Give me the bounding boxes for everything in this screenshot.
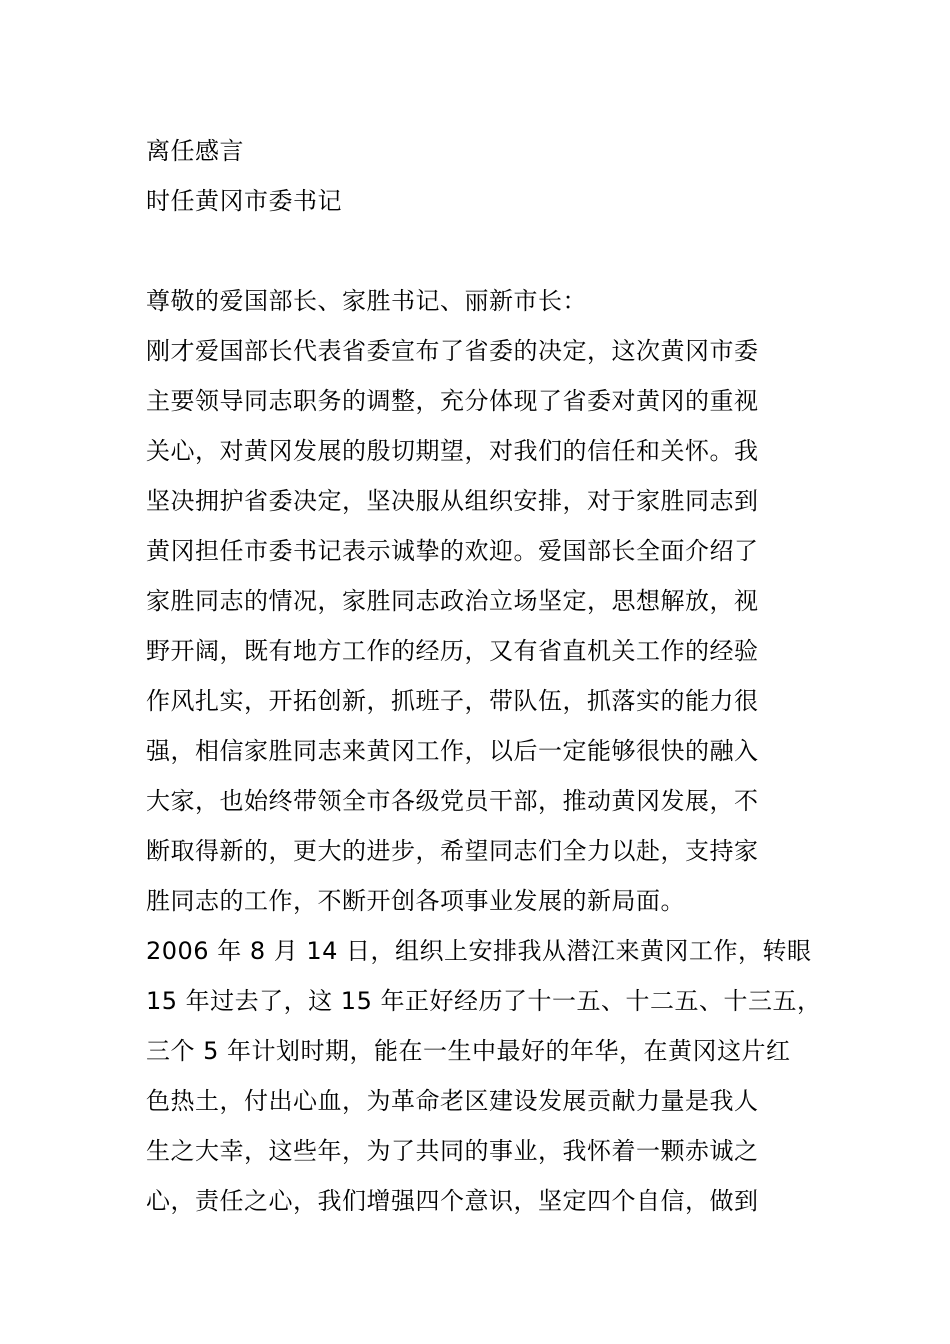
body-line: 主要领导同志职务的调整，充分体现了省委对黄冈的重视 [146,387,759,415]
body-line: 强，相信家胜同志来黄冈工作，以后一定能够很快的融入 [146,737,759,765]
author-position: 时任黄冈市委书记 [146,187,342,215]
body-line: 家胜同志的情况，家胜同志政治立场坚定，思想解放，视 [146,587,759,615]
body-line: 心，责任之心，我们增强四个意识，坚定四个自信，做到 [146,1187,759,1215]
body-line: 作风扎实，开拓创新，抓班子，带队伍，抓落实的能力很 [146,687,759,715]
document-body [146,276,826,1226]
body-line: 刚才爱国部长代表省委宣布了省委的决定，这次黄冈市委 [146,337,759,365]
document-title: 离任感言 [146,137,244,165]
body-line: 15 年过去了，这 15 年正好经历了十一五、十二五、十三五， [146,987,822,1015]
document-heading [146,126,826,226]
body-line: 关心，对黄冈发展的殷切期望，对我们的信任和关怀。我 [146,437,759,465]
body-line: 三个 5 年计划时期，能在一生中最好的年华，在黄冈这片红 [146,1037,791,1065]
salutation: 尊敬的爱国部长、家胜书记、丽新市长： [146,287,587,315]
body-line: 坚决拥护省委决定，坚决服从组织安排，对于家胜同志到 [146,487,759,515]
body-line: 黄冈担任市委书记表示诚挚的欢迎。爱国部长全面介绍了 [146,537,759,565]
body-line: 大家，也始终带领全市各级党员干部，推动黄冈发展，不 [146,787,759,815]
body-line: 胜同志的工作，不断开创各项事业发展的新局面。 [146,887,685,915]
body-line: 色热土，付出心血，为革命老区建设发展贡献力量是我人 [146,1087,759,1115]
body-line: 2006 年 8 月 14 日，组织上安排我从潜江来黄冈工作，转眼 [146,937,812,965]
body-line: 生之大幸，这些年，为了共同的事业，我怀着一颗赤诚之 [146,1137,759,1165]
body-line: 野开阔，既有地方工作的经历，又有省直机关工作的经验 [146,637,759,665]
body-line: 断取得新的，更大的进步，希望同志们全力以赴，支持家 [146,837,759,865]
